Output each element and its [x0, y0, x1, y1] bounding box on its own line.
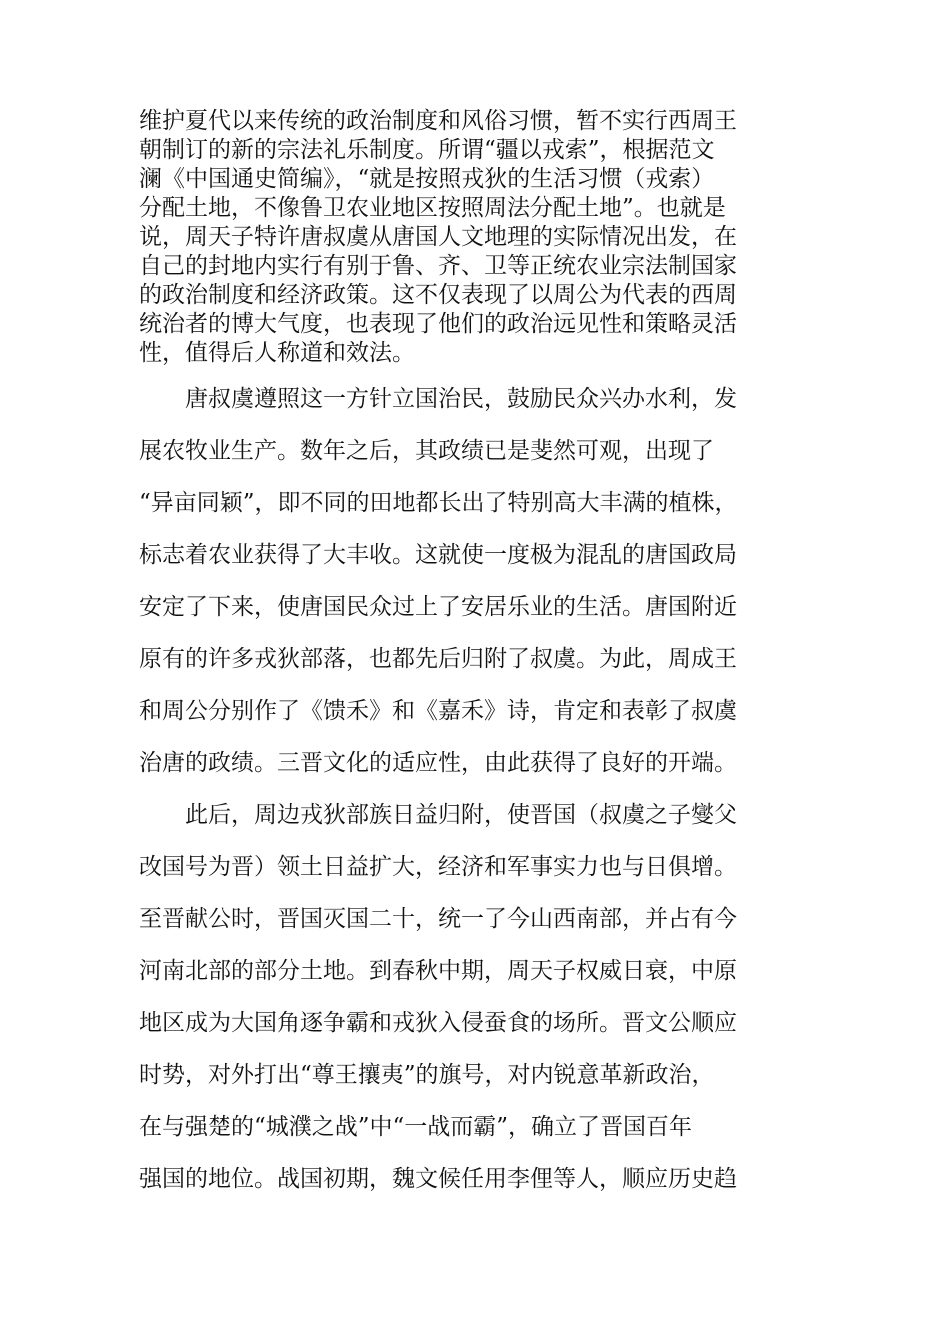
- text-line: 统治者的博大气度，也表现了他们的政治远见性和策略灵活: [139, 311, 737, 337]
- text-line: 至晋献公时，晋国灭国二十，统一了今山西南部，并占有今: [139, 906, 737, 932]
- text-line: 分配土地，不像鲁卫农业地区按照周法分配土地”。也就是: [139, 195, 726, 221]
- text-line: 性，值得后人称道和效法。: [139, 340, 415, 366]
- text-line: 说，周天子特许唐叔虞从唐国人文地理的实际情况出发，在: [139, 224, 737, 250]
- text-line: 和周公分别作了《馈禾》和《嘉禾》诗，肯定和表彰了叔虞: [139, 698, 737, 724]
- text-line: 展农牧业生产。数年之后，其政绩已是斐然可观，出现了: [139, 438, 714, 464]
- text-line: 唐叔虞遵照这一方针立国治民，鼓励民众兴办水利，发: [185, 386, 737, 412]
- text-line: 原有的许多戎狄部落，也都先后归附了叔虞。为此，周成王: [139, 646, 737, 672]
- text-line: 的政治制度和经济政策。这不仅表现了以周公为代表的西周: [139, 282, 737, 308]
- text-line: 澜《中国通史简编》，“就是按照戎狄的生活习惯（戎索）: [139, 166, 715, 192]
- text-line: 河南北部的部分土地。到春秋中期，周天子权威日衰，中原: [139, 958, 737, 984]
- text-line: 自己的封地内实行有别于鲁、齐、卫等正统农业宗法制国家: [139, 253, 737, 279]
- text-line: 强国的地位。战国初期，魏文候任用李俚等人，顺应历史趋: [139, 1166, 737, 1192]
- text-line: 安定了下来，使唐国民众过上了安居乐业的生活。唐国附近: [139, 594, 737, 620]
- text-line: 改国号为晋）领土日益扩大，经济和军事实力也与日俱增。: [139, 854, 737, 880]
- text-line: 治唐的政绩。三晋文化的适应性，由此获得了良好的开端。: [139, 750, 737, 776]
- text-line: “异亩同颖”，即不同的田地都长出了特别高大丰满的植株，: [139, 490, 738, 516]
- text-line: 朝制订的新的宗法礼乐制度。所谓“疆以戎索”，根据范文: [139, 137, 715, 163]
- text-line: 标志着农业获得了大丰收。这就使一度极为混乱的唐国政局: [139, 542, 737, 568]
- text-line: 在与强楚的“城濮之战”中“一战而霸”，确立了晋国百年: [139, 1114, 693, 1140]
- text-line: 此后，周边戎狄部族日益归附，使晋国（叔虞之子燮父: [185, 802, 737, 828]
- text-line: 时势，对外打出“尊王攘夷”的旗号，对内锐意革新政治，: [139, 1062, 715, 1088]
- text-line: 地区成为大国角逐争霸和戎狄入侵蚕食的场所。晋文公顺应: [139, 1010, 737, 1036]
- text-line: 维护夏代以来传统的政治制度和风俗习惯，暂不实行西周王: [139, 108, 737, 134]
